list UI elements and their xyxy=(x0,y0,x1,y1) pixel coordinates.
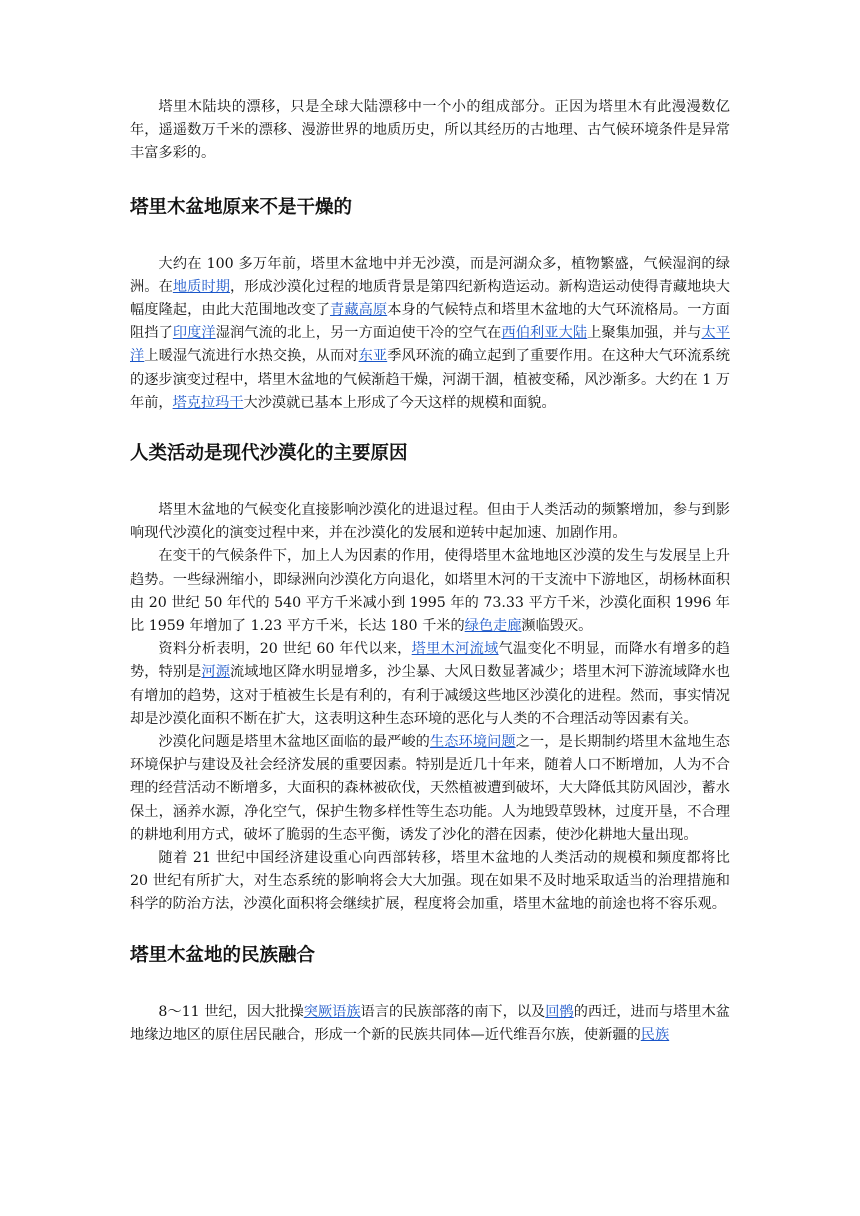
paragraph-text: 之一，是长期制约塔里木盆地生态环境保护与建设及社会经济发展的重要因素。特别是近几十年来，随着人口不断增加，人为不合理的经营活动不断增多，大面积的森林被砍伐，天然植被遭到破坏，大大降低其防风固沙，蓄水保土，涵养水源，净化空气，保护生物多样性等生态功能。人为地毁草毁林，过度开垦，不合理的耕地利用方式，破坏了脆弱的生态平衡，诱发了沙化的潜在因素，使沙化耕地大量出现。 xyxy=(130,734,730,843)
paragraph-text: 上暖湿气流进行水热交换，从而对 xyxy=(144,348,359,365)
hyperlink[interactable]: 河源 xyxy=(201,664,231,681)
hyperlink[interactable]: 东亚 xyxy=(358,348,388,365)
hyperlink[interactable]: 生态环境问题 xyxy=(429,734,516,751)
paragraph-text: 湿润气流的北上，另一方面迫使干冷的空气在 xyxy=(215,325,502,342)
paragraph-text: 季风环流的确立起到了重要作用。在这种大气环流系统的逐步演变过程中，塔里木盆地的气候渐趋干燥，河湖干涸，植被变稀，风沙渐多。大约在 1 万年前， xyxy=(130,348,730,411)
hyperlink[interactable]: 青藏高原 xyxy=(330,302,388,319)
body-paragraph xyxy=(130,545,730,638)
hyperlink[interactable]: 回鹘 xyxy=(545,1003,574,1020)
hyperlink[interactable]: 民族 xyxy=(640,1026,670,1043)
body-paragraph xyxy=(130,638,730,731)
paragraph-text: 语言的民族部落的南下，以及 xyxy=(360,1003,546,1020)
body-paragraph xyxy=(130,499,730,545)
body-paragraph xyxy=(130,731,730,847)
paragraph-text: 塔里木盆地的气候变化直接影响沙漠化的进退过程。但由于人类活动的频繁增加，参与到影响现代沙漠化的演变过程中来，并在沙漠化的发展和逆转中起加速、加剧作用。 xyxy=(130,502,730,542)
paragraph-text: 随着 21 世纪中国经济建设重心向西部转移，塔里木盆地的人类活动的规模和频度都将比 20 世纪有所扩大，对生态系统的影响将会大大加强。现在如果不及时地采取适当的治理措施和科学的防治方法，沙漠化面积将会继续扩展，程度将会加重，塔里木盆地的前途也将不容乐观。 xyxy=(130,850,730,913)
paragraph-text: 沙漠化问题是塔里木盆地区面临的最严峻的 xyxy=(158,734,430,751)
paragraph-text: 塔里木陆块的漂移，只是全球大陆漂移中一个小的组成部分。正因为塔里木有此漫漫数亿年，遥遥数万千米的漂移、漫游世界的地质历史，所以其经历的古地理、古气候环境条件是异常丰富多彩的。 xyxy=(130,99,730,162)
paragraph-text: 流域地区降水明显增多，沙尘暴、大风日数显著减少；塔里木河下游流域降水也有增加的趋势，这对于植被生长是有利的，有利于减缓这些地区沙漠化的进程。然而，事实情况却是沙漠化面积不断在扩大，这表明这种生态环境的恶化与人类的不合理活动等因素有关。 xyxy=(130,664,730,727)
hyperlink[interactable]: 地质时期 xyxy=(172,278,231,295)
body-paragraph xyxy=(130,847,730,917)
hyperlink[interactable]: 绿色走廊 xyxy=(464,618,522,635)
hyperlink[interactable]: 印度洋 xyxy=(172,325,216,342)
paragraph-text: 濒临毁灭。 xyxy=(521,618,593,635)
body-paragraph xyxy=(130,96,730,166)
hyperlink[interactable]: 塔里木河流域 xyxy=(411,641,499,658)
paragraph-text: ，形成沙漠化过程的地质背景是第四纪新构造运动。新构造运动使得青藏地块大幅度隆起，由此大范围地改变了 xyxy=(130,278,730,319)
section-heading: 塔里木盆地的民族融合 xyxy=(130,944,316,966)
paragraph-text: 的西迁，进而与塔里木盆地缘边地区的原住居民融合，形成一个新的民族共同体—近代维吾尔族，使新疆的 xyxy=(130,1003,730,1043)
paragraph-text: 大约在 100 多万年前，塔里木盆地中并无沙漠，而是河湖众多，植物繁盛，气候湿润的绿洲。在 xyxy=(130,255,730,295)
hyperlink[interactable]: 突厥语族 xyxy=(303,1003,361,1020)
document-page xyxy=(130,96,730,1047)
paragraph-text: 本身的气候特点和塔里木盆地的大气环流格局。一方面阻挡了 xyxy=(130,302,730,342)
body-paragraph xyxy=(130,1001,730,1047)
paragraph-text: 资料分析表明，20 世纪 60 年代以来， xyxy=(158,641,412,658)
hyperlink[interactable]: 塔克拉玛干 xyxy=(172,394,244,411)
paragraph-text: 上聚集加强，并与 xyxy=(587,325,702,342)
hyperlink[interactable]: 太平洋 xyxy=(130,325,730,365)
section-heading: 塔里木盆地原来不是干燥的 xyxy=(130,196,353,218)
hyperlink[interactable]: 西伯利亚大陆 xyxy=(501,325,588,342)
section-heading: 人类活动是现代沙漠化的主要原因 xyxy=(130,443,408,465)
body-paragraph xyxy=(130,253,730,415)
paragraph-text: 气温变化不明显，而降水有增多的趋势，特别是 xyxy=(130,641,730,681)
paragraph-text: 大沙漠就已基本上形成了今天这样的规模和面貌。 xyxy=(243,394,556,411)
paragraph-text: 8～11 世纪，因大批操 xyxy=(158,1003,304,1020)
paragraph-text: 在变干的气候条件下，加上人为因素的作用，使得塔里木盆地地区沙漠的发生与发展呈上升趋势。一些绿洲缩小，即绿洲向沙漠化方向退化，如塔里木河的干支流中下游地区，胡杨林面积由 20 世纪 50 年代的 540 平方千米减小到 1995 年的 73.33 平方千米，沙漠化面积 1996 年比 1959 年增加了 1.23 平方千米，长达 180 千米的 xyxy=(130,548,730,635)
